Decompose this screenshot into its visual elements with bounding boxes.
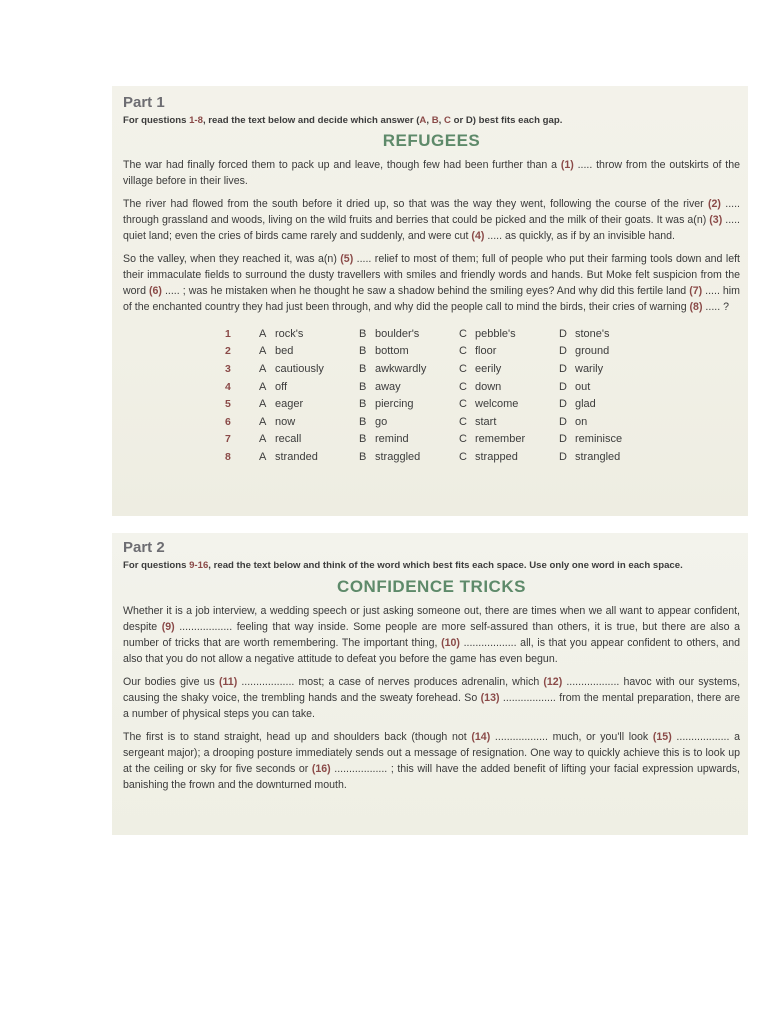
part1-paragraph-1 xyxy=(123,157,740,189)
part1-paragraph-2 xyxy=(123,196,740,244)
part1-instructions xyxy=(123,114,740,127)
option-letter-d: D xyxy=(559,450,567,463)
option-letter-b: B xyxy=(359,345,367,358)
option-b: boulder's xyxy=(375,327,420,340)
option-b: piercing xyxy=(375,398,414,411)
option-a: cautiously xyxy=(275,362,324,375)
part1-instructions-middle: , read the text below and decide which answer ( xyxy=(202,115,420,126)
option-b: remind xyxy=(375,433,409,446)
option-a: rock's xyxy=(275,327,304,340)
gap-10: (10) xyxy=(441,637,460,649)
gap-4: (4) xyxy=(471,230,485,242)
option-letter-a: A xyxy=(259,345,267,358)
part1-title: Part 1 xyxy=(123,94,165,111)
part2-paragraph-2 xyxy=(123,674,740,722)
p2-text: Our bodies give us xyxy=(123,676,219,688)
option-a: bed xyxy=(275,345,294,358)
p3-text: So the valley, when they reached it, was a(n) xyxy=(123,253,341,265)
part2-instructions xyxy=(123,559,740,572)
option-b: straggled xyxy=(375,450,421,463)
option-d: reminisce xyxy=(575,433,623,446)
option-letter-b: B xyxy=(359,327,367,340)
option-letter-c: C xyxy=(459,327,467,340)
p3-text: ..... relief to most of them; full of people who put their farming tools down and left their immaculate fields to surround the dusty travellers with smiles and friendly words and hands. But Moke felt suspicion from the word xyxy=(123,253,740,297)
p1-text: .................. all, is that you appear confident to others, and also that you do not allow a negative attitude to defeat you before the game has even begun. xyxy=(123,637,741,665)
option-a: off xyxy=(275,380,288,393)
option-letter-b: B xyxy=(359,433,367,446)
option-letter-b: B xyxy=(359,362,367,375)
option-letter-b: B xyxy=(359,398,367,411)
option-letter-d: D xyxy=(559,345,567,358)
gap-13: (13) xyxy=(480,692,500,704)
option-letter-d: D xyxy=(559,398,567,411)
gap-7: (7) xyxy=(689,285,703,297)
p2-text: ..... quiet land; even the cries of birds came rarely and suddenly, and were cut xyxy=(123,214,740,242)
option-d: out xyxy=(575,380,591,393)
gap-2: (2) xyxy=(708,198,721,210)
part1-paragraph-3 xyxy=(123,251,740,315)
option-letter-a: A xyxy=(259,415,267,428)
part2-title: Part 2 xyxy=(123,539,165,556)
option-letter-d: D xyxy=(559,380,567,393)
question-number: 5 xyxy=(225,398,231,411)
option-d: warily xyxy=(575,362,604,375)
p1-text: .................. feeling that way inside. Some people are more self-assured than others, it is true, but there are also a number of tricks that are worth remembering. The important thing, xyxy=(123,621,740,649)
option-letter-a: A xyxy=(259,398,267,411)
option-row-5 xyxy=(225,395,665,413)
option-b: bottom xyxy=(375,345,409,358)
gap-11: (11) xyxy=(218,676,238,688)
question-number: 8 xyxy=(225,450,231,463)
option-c: strapped xyxy=(475,450,518,463)
p2-text: ..... as quickly, as if by an invisible hand. xyxy=(484,230,675,242)
option-c: down xyxy=(475,380,502,393)
part2-instructions-prefix: For questions xyxy=(123,560,190,571)
p3-text: .................. much, or you'll look xyxy=(490,731,653,743)
option-a: recall xyxy=(275,433,302,446)
p2-text: .................. from the mental preparation, there are a number of physical steps you can take. xyxy=(123,692,740,720)
part2-paragraph-3 xyxy=(123,729,740,793)
option-letter-d: D xyxy=(559,433,567,446)
option-letter-b: B xyxy=(359,450,367,463)
option-c: pebble's xyxy=(475,327,516,340)
p1-text: ..... throw from the outskirts of the village before in their lives. xyxy=(123,159,740,187)
option-letter-c: C xyxy=(459,380,467,393)
option-d: glad xyxy=(575,398,596,411)
question-number: 7 xyxy=(225,433,231,446)
option-letter-c: C xyxy=(459,433,467,446)
gap-3: (3) xyxy=(709,214,723,226)
p2-text: ..... through grassland and woods, living on the wild fruits and berries that could be picked and the milk of their goats. It was a(n) xyxy=(123,198,740,226)
p2-text: .................. havoc with our systems, causing the shaky voice, the trembling hands and the sweaty forehead. So xyxy=(123,676,741,704)
option-d: on xyxy=(575,415,588,428)
p3-text: .................. ; this will have the added benefit of lifting your facial expression upwards, banishing the frown and the downturned mouth. xyxy=(123,763,740,791)
part1-instr-sep1: , xyxy=(426,115,432,126)
option-letter-b: B xyxy=(359,415,367,428)
question-number: 2 xyxy=(225,345,231,358)
gap-1: (1) xyxy=(560,159,574,171)
p1-text: Whether it is a job interview, a wedding speech or just asking someone out, there are times when we all want to appear confident, despite xyxy=(123,605,740,633)
part2-story-title: CONFIDENCE TRICKS xyxy=(337,577,526,596)
part1-instr-letter-a: A xyxy=(419,115,427,126)
option-letter-c: C xyxy=(459,345,467,358)
option-letter-a: A xyxy=(259,327,267,340)
part1-instructions-prefix: For questions xyxy=(123,115,190,126)
option-row-6 xyxy=(225,413,665,431)
part1-instr-sep2: , xyxy=(438,115,444,126)
part2-question-range: 9-16 xyxy=(189,560,209,571)
option-letter-d: D xyxy=(559,362,567,375)
option-row-7 xyxy=(225,431,665,449)
part1-instructions-suffix: ) best fits each gap. xyxy=(472,115,563,126)
part1-instr-letter-d: D xyxy=(465,115,473,126)
option-row-8 xyxy=(225,448,665,466)
gap-5: (5) xyxy=(340,253,354,265)
question-number: 4 xyxy=(225,380,231,393)
gap-8: (8) xyxy=(689,301,703,313)
p3-text: .................. a sergeant major); a drooping posture immediately sends out a message of resignation. One way to quickly achieve this is to look up at the ceiling or sky for five seconds or xyxy=(123,731,740,775)
option-a: stranded xyxy=(275,450,318,463)
gap-16: (16) xyxy=(311,763,331,775)
option-letter-a: A xyxy=(259,433,267,446)
p2-text: .................. most; a case of nerves produces adrenalin, which xyxy=(237,676,544,688)
option-letter-d: D xyxy=(559,327,567,340)
option-letter-c: C xyxy=(459,415,467,428)
option-letter-b: B xyxy=(359,380,367,393)
option-c: eerily xyxy=(475,362,502,375)
option-b: awkwardly xyxy=(375,362,427,375)
gap-14: (14) xyxy=(471,731,491,743)
gap-15: (15) xyxy=(652,731,672,743)
option-a: eager xyxy=(275,398,304,411)
option-c: start xyxy=(475,415,497,428)
option-letter-a: A xyxy=(259,380,267,393)
option-letter-c: C xyxy=(459,362,467,375)
question-number: 3 xyxy=(225,362,231,375)
gap-9: (9) xyxy=(161,621,175,633)
option-d: strangled xyxy=(575,450,621,463)
option-letter-d: D xyxy=(559,415,567,428)
option-letter-a: A xyxy=(259,362,267,375)
option-c: floor xyxy=(475,345,497,358)
option-c: remember xyxy=(475,433,526,446)
part2-section xyxy=(112,533,748,835)
p3-text: ..... ; was he mistaken when he thought he saw a shadow behind the smiling eyes? And why did this fertile land xyxy=(161,285,690,297)
option-letter-c: C xyxy=(459,450,467,463)
option-row-3 xyxy=(225,360,665,378)
option-letter-a: A xyxy=(259,450,267,463)
option-c: welcome xyxy=(475,398,519,411)
p3-text: ..... him of the enchanted country they had just been through, and why did the people call to mind the birds, their cries of warning xyxy=(123,285,740,313)
part1-instr-or: or xyxy=(450,115,466,126)
p3-text: The first is to stand straight, head up and shoulders back (though not xyxy=(123,731,472,743)
option-d: stone's xyxy=(575,327,610,340)
option-row-2 xyxy=(225,343,665,361)
option-b: away xyxy=(375,380,401,393)
option-b: go xyxy=(375,415,388,428)
p2-text: The river had flowed from the south before it dried up, so that was the way they went, following the course of the river xyxy=(123,198,708,210)
option-a: now xyxy=(275,415,296,428)
p1-text: The war had finally forced them to pack up and leave, though few had been further than a xyxy=(123,159,561,171)
p3-text: ..... ? xyxy=(702,301,729,313)
part1-story-title: REFUGEES xyxy=(382,131,481,150)
option-letter-c: C xyxy=(459,398,467,411)
answer-options-table xyxy=(225,325,665,466)
question-number: 1 xyxy=(225,327,231,340)
part2-instructions-suffix: , read the text below and think of the word which best fits each space. Use only one word in each space. xyxy=(208,560,683,571)
part1-instr-letter-b: B xyxy=(431,115,439,126)
option-d: ground xyxy=(575,345,610,358)
option-row-4 xyxy=(225,378,665,396)
option-row-1 xyxy=(225,325,665,343)
part1-instr-letter-c: C xyxy=(443,115,451,126)
gap-6: (6) xyxy=(149,285,162,297)
part1-question-range: 1-8 xyxy=(189,115,203,126)
question-number: 6 xyxy=(225,415,231,428)
gap-12: (12) xyxy=(543,676,563,688)
part1-section xyxy=(112,86,748,516)
part2-paragraph-1 xyxy=(123,603,740,667)
